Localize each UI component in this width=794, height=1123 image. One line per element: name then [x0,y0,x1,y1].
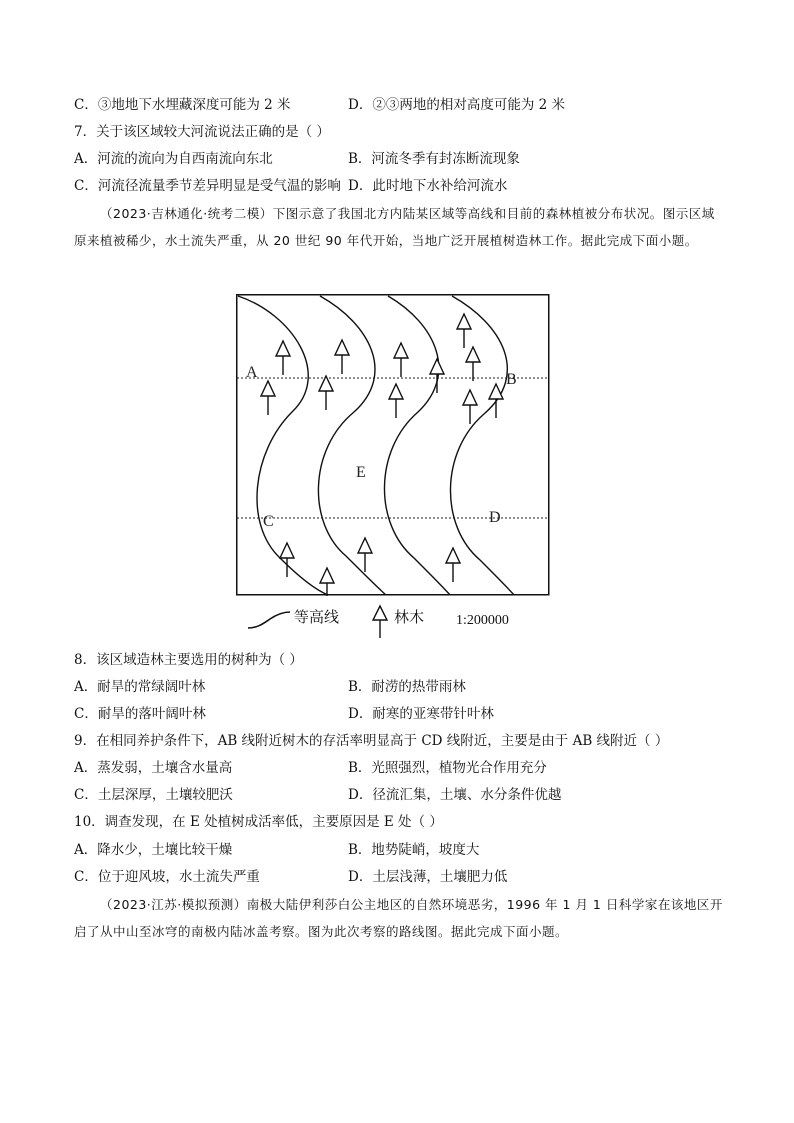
q10-option-c: C．位于迎风坡，水土流失严重 [74,869,260,885]
q6-option-d: D．②③两地的相对高度可能为 2 米 [348,97,565,113]
q7-option-a: A．河流的流向为自西南流向东北 [74,151,273,167]
q9-option-d: D．径流汇集，土壤、水分条件优越 [348,787,562,803]
q8-option-b: B．耐涝的热带雨林 [348,679,466,695]
contour-forest-map [236,294,550,596]
label-e: E [356,464,366,481]
q6-option-c: C．③地地下水埋藏深度可能为 2 米 [74,97,291,113]
q10-stem: 10．调查发现，在 E 处植树成活率低，主要原因是 E 处（ ） [74,814,443,830]
label-b: B [506,371,517,388]
q8-option-c: C．耐旱的落叶阔叶林 [74,706,206,722]
q7-option-b: B．河流冬季有封冻断流现象 [348,151,520,167]
intro-paragraph-1 [74,200,724,254]
intro-1-text: （2023·吉林通化·统考二模）下图示意了我国北方内陆某区域等高线和目前的森林植被分布状况。图示区域原来植被稀少，水土流失严重，从 20 世纪 90 年代开始，当地广泛开展植树造林工作。据此完成下面小题。 [74,206,715,248]
q10-option-d: D．土层浅薄，土壤肥力低 [348,869,508,885]
label-c: C [263,513,274,530]
intro-paragraph-2 [74,891,724,945]
q8-option-d: D．耐寒的亚寒带针叶林 [348,706,494,722]
contour-legend-icon [246,609,292,631]
map-scale: 1:200000 [456,613,509,628]
q9-option-a: A．蒸发弱，土壤含水量高 [74,760,233,776]
q10-option-b: B．地势陡峭，坡度大 [348,842,480,858]
q7-stem: 7．关于该区域较大河流说法正确的是（ ） [74,124,330,140]
q8-stem: 8．该区域造林主要选用的树种为（ ） [74,652,303,668]
q9-option-c: C．土层深厚，土壤较肥沃 [74,787,233,803]
q7-option-c: C．河流径流量季节差异明显是受气温的影响 [74,178,341,194]
label-d: D [489,509,501,526]
q10-option-a: A．降水少，土壤比较干燥 [74,842,233,858]
q9-stem: 9．在相同养护条件下，AB 线附近树木的存活率明显高于 CD 线附近，主要是由于 AB 线附近（ ） [74,733,669,749]
label-a: A [246,364,258,381]
legend-tree-label: 林木 [394,608,425,626]
q8-option-a: A．耐旱的常绿阔叶林 [74,679,206,695]
q7-option-d: D．此时地下水补给河流水 [348,178,508,194]
tree-legend-icon [370,604,390,640]
intro-2-text: （2023·江苏·模拟预测）南极大陆伊利莎白公主地区的自然环境恶劣，1996 年 1 月 1 日科学家在该地区开启了从中山至冰穹的南极内陆冰盖考察。图为此次考察的路线图。据此完成下面小题。 [74,897,723,939]
legend-contour-label: 等高线 [294,608,340,626]
q9-option-b: B．光照强烈，植物光合作用充分 [348,760,547,776]
